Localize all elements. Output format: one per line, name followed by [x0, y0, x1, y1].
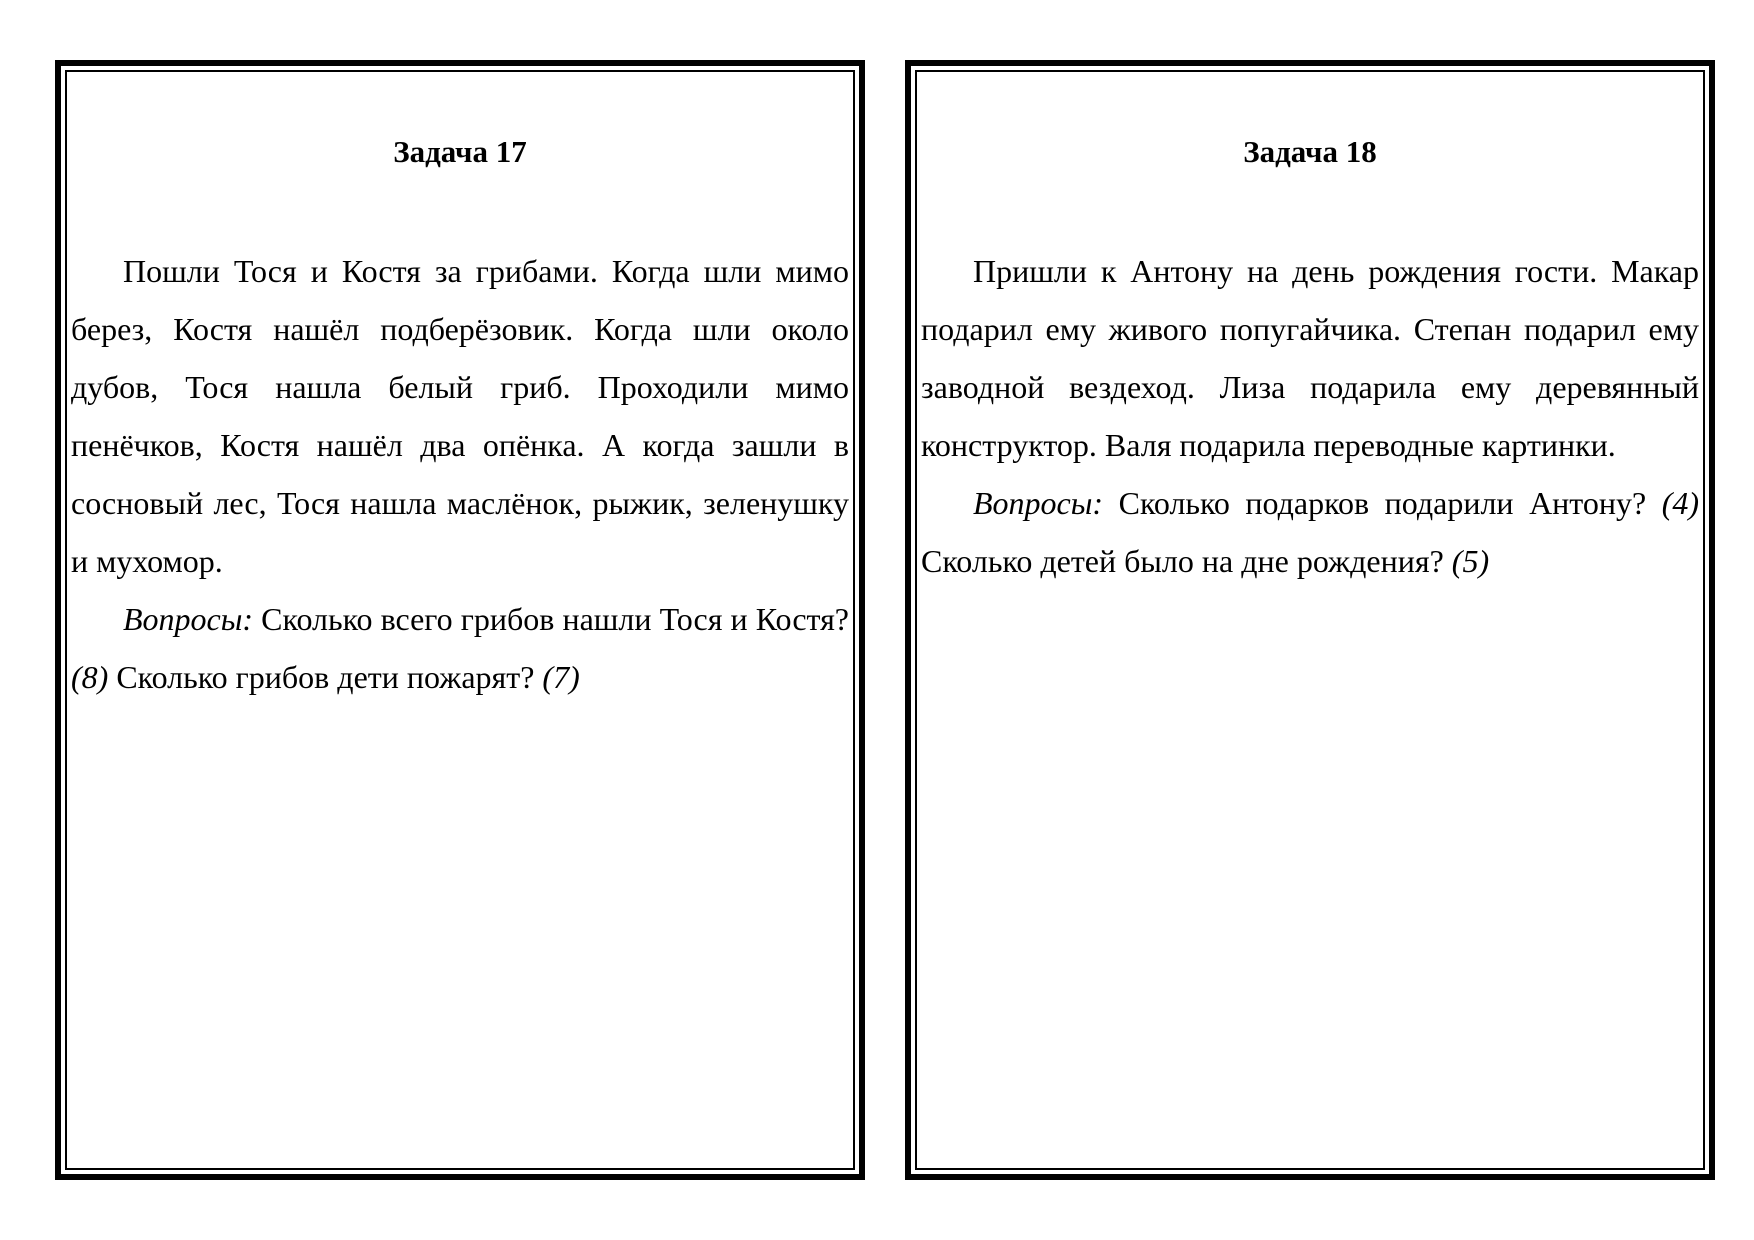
task-card-18 — [905, 60, 1715, 1180]
answer-1: (4) — [1661, 485, 1700, 521]
answer-2: (5) — [1451, 543, 1490, 579]
question-2: Сколько детей было на дне рождения? — [921, 543, 1444, 579]
answer-1: (8) — [71, 659, 109, 695]
task-questions — [921, 474, 1699, 590]
task-story: Пришли к Антону на день рождения гости. Макар подарил ему живого попугайчика. Степан подарил ему заводной вездеход. Лиза подарила ему деревянный конструктор. Валя подарила переводные картинки. — [921, 253, 1699, 463]
card-content — [921, 66, 1699, 590]
task-story: Пошли Тося и Костя за грибами. Когда шли мимо берез, Костя нашёл подберёзовик. Когда шли около дубов, Тося нашла белый гриб. Проходили мимо пенёчков, Костя нашёл два опёнка. А когда зашли в сосновый лес, Тося нашла маслёнок, рыжик, зеленушку и мухомор. — [71, 253, 849, 579]
task-title: Задача 18 — [1243, 134, 1377, 169]
questions-label: Вопросы: — [973, 485, 1104, 521]
card-content — [71, 66, 849, 706]
questions-label: Вопросы: — [123, 601, 254, 637]
question-2: Сколько грибов дети пожарят? — [116, 659, 535, 695]
task-questions — [71, 590, 849, 706]
task-title: Задача 17 — [393, 134, 527, 169]
question-1: Сколько всего грибов нашли Тося и Костя? — [261, 601, 850, 637]
question-1: Сколько подарков подарили Антону? — [1118, 485, 1647, 521]
task-card-17 — [55, 60, 865, 1180]
answer-2: (7) — [542, 659, 580, 695]
